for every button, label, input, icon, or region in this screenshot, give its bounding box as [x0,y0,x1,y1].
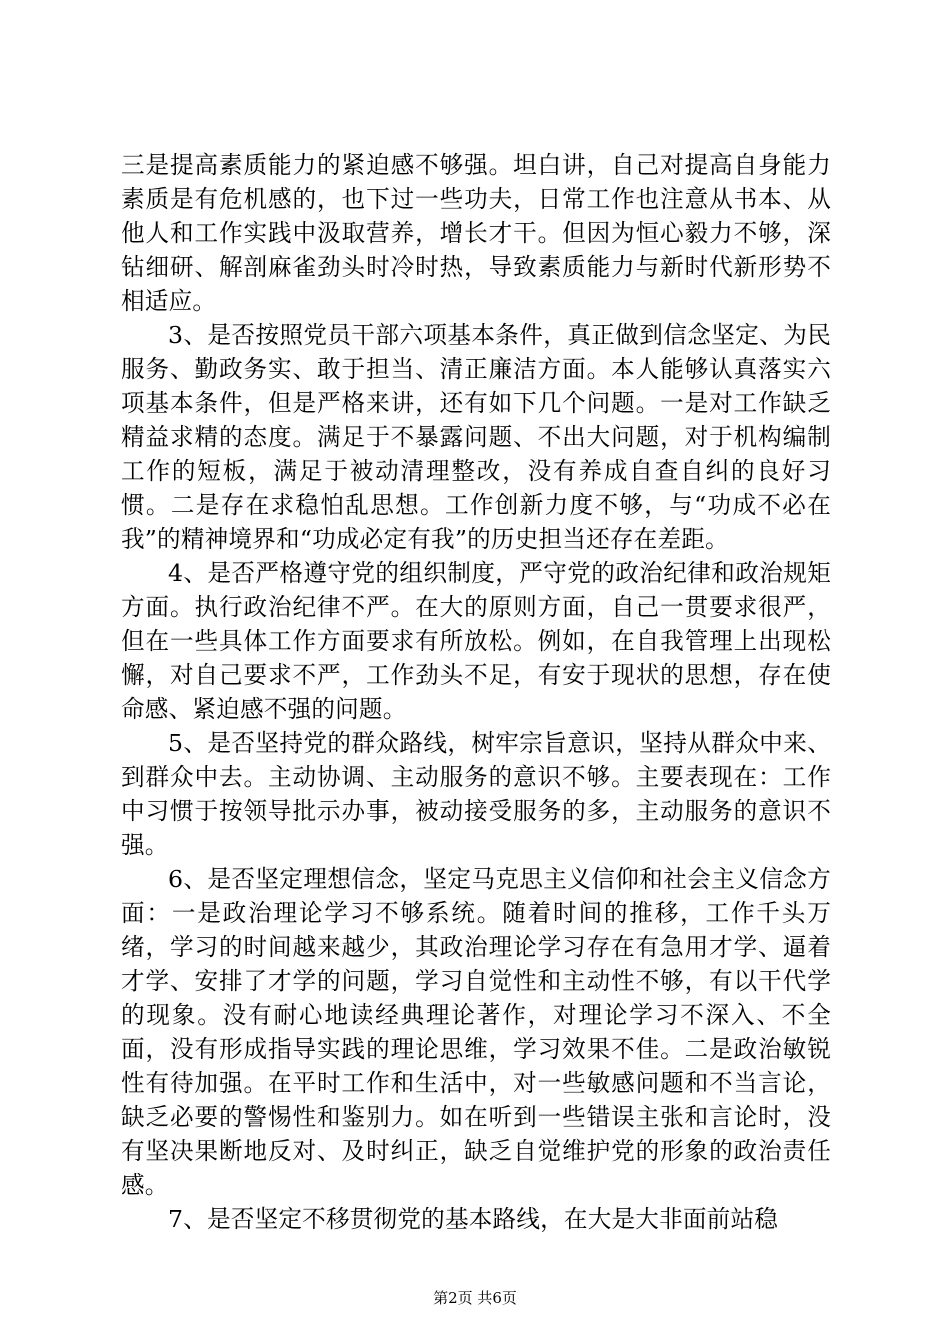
paragraph-2: 3、是否按照党员干部六项基本条件，真正做到信念坚定、为民服务、勤政务实、敢于担当、清正廉洁方面。本人能够认真落实六项基本条件，但是严格来讲，还有如下几个问题。一是对工作缺乏精益求精的态度。满足于不暴露问题、不出大问题，对于机构编制工作的短板，满足于被动清理整改，没有养成自查自纠的良好习惯。二是存在求稳怕乱思想。工作创新力度不够，与“功成不必在我”的精神境界和“功成必定有我”的历史担当还存在差距。 [121,321,831,553]
paragraph-3: 4、是否严格遵守党的组织制度，严守党的政治纪律和政治规矩方面。执行政治纪律不严。在大的原则方面，自己一贯要求很严，但在一些具体工作方面要求有所放松。例如，在自我管理上出现松懈，对自己要求不严，工作劲头不足，有安于现状的思想，存在使命感、紧迫感不强的问题。 [121,559,831,723]
paragraph-4: 5、是否坚持党的群众路线，树牢宗旨意识，坚持从群众中来、到群众中去。主动协调、主动服务的意识不够。主要表现在：工作中习惯于按领导批示办事，被动接受服务的多，主动服务的意识不强。 [121,729,831,859]
document-body [121,148,831,1236]
paragraph-5: 6、是否坚定理想信念，坚定马克思主义信仰和社会主义信念方面：一是政治理论学习不够系统。随着时间的推移，工作千头万绪，学习的时间越来越少，其政治理论学习存在有急用才学、逼着才学、安排了才学的问题，学习自觉性和主动性不够，有以干代学的现象。没有耐心地读经典理论著作，对理论学习不深入、不全面，没有形成指导实践的理论思维，学习效果不佳。二是政治敏锐性有待加强。在平时工作和生活中，对一些敏感问题和不当言论，缺乏必要的警惕性和鉴别力。如在听到一些错误主张和言论时，没有坚决果断地反对、及时纠正，缺乏自觉维护党的形象的政治责任感。 [121,865,831,1199]
paragraph-6: 7、是否坚定不移贯彻党的基本路线，在大是大非面前站稳 [168,1205,779,1233]
page-number-footer: 第2页 共6页 [433,1289,517,1307]
paragraph-1: 三是提高素质能力的紧迫感不够强。坦白讲，自己对提高自身能力素质是有危机感的，也下过一些功夫，日常工作也注意从书本、从他人和工作实践中汲取营养，增长才干。但因为恒心毅力不够，深钻细研、解剖麻雀劲头时冷时热，导致素质能力与新时代新形势不相适应。 [121,151,831,315]
